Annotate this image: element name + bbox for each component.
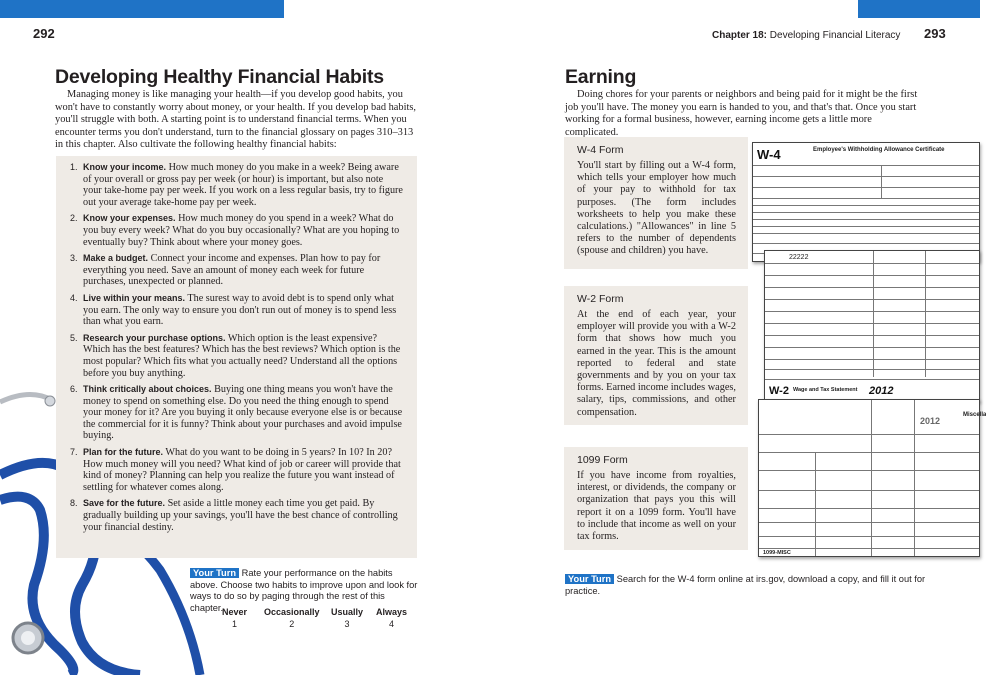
w2-form-year: 2012 [869, 385, 894, 397]
habit-lead: Save for the future. [83, 498, 166, 509]
chapter-header [712, 30, 900, 41]
habit-lead: Live within your means. [83, 292, 186, 303]
habit-number: 5. [70, 332, 78, 343]
form-1099-side-title: Miscella [963, 412, 986, 418]
habit-text-wrap [83, 384, 403, 442]
habit-lead: Know your expenses. [83, 213, 176, 224]
chapter-label: Chapter 18: [712, 30, 768, 41]
habit-text-wrap [83, 213, 403, 248]
w4-form-name: W-4 [757, 147, 781, 162]
rating-value: 1 [232, 619, 238, 629]
habit-item [70, 384, 403, 442]
w2-form-image [764, 250, 980, 402]
habit-item [70, 498, 403, 533]
habit-item [70, 253, 403, 288]
rating-scale-occasionally [264, 607, 320, 629]
habit-item [70, 447, 403, 493]
habit-text: Which option is the least expensive? Which has the best features? Which has the best reviews? Which option is the most popular? Which fits what you actually need? Understand all the options before you buy anything. [83, 332, 401, 379]
your-turn-right [565, 574, 935, 597]
rating-value: 3 [344, 619, 350, 629]
box-text: You'll start by filling out a W-4 form, which tells your employer how much of your pay to withhold for tax purposes. (The form includes worksheets to help you make these calculations.) "Allowances" in line 5 refers to the number of dependents (spouse and children) you have. [577, 160, 736, 257]
habit-number: 6. [70, 384, 78, 395]
w2-info-box [564, 286, 748, 425]
page-number-right: 293 [924, 26, 946, 41]
rating-value: 4 [389, 619, 395, 629]
w4-info-box [564, 137, 748, 269]
your-turn-tag: Your Turn [565, 574, 614, 584]
w2-code: 22222 [789, 254, 809, 261]
top-accent-bar-right [858, 0, 980, 18]
habit-item [70, 333, 403, 379]
rating-scale-always [376, 607, 407, 629]
form-1099-info-box [564, 447, 748, 550]
rating-label: Never [222, 607, 248, 617]
habit-text: How much money do you spend in a week? What do you buy every week? What do you buy occasionally? What are you hoping to eventually buy? Think about where your money goes. [83, 213, 400, 248]
habit-text: The surest way to avoid debt is to spend only what you earn. The only way to ensure you don't run out of money is to spend less than what you earn. [83, 292, 397, 328]
rating-label: Occasionally [264, 607, 320, 617]
habit-number: 2. [70, 213, 78, 224]
financial-habits-panel [56, 156, 417, 558]
habit-number: 1. [70, 162, 78, 172]
w4-form-image [752, 142, 980, 262]
chapter-title: Developing Financial Literacy [769, 30, 901, 41]
form-1099-image [758, 399, 986, 557]
habit-lead: Think critically about choices. [83, 384, 212, 395]
box-title: W-4 Form [577, 144, 624, 156]
habit-text-wrap [83, 253, 403, 288]
box-text: At the end of each year, your employer will provide you with a W-2 form that shows how much you earned in the year. This is the amount reported to federal and state governments and by you on your tax forms. Earned income includes wages, salary, tips, commissions, and other compensation. [577, 309, 736, 418]
habit-number: 3. [70, 253, 78, 264]
box-title: 1099 Form [577, 454, 628, 466]
habit-lead: Know your income. [83, 162, 167, 172]
habit-item [70, 293, 403, 328]
habit-number: 4. [70, 292, 78, 303]
right-intro-paragraph: Doing chores for your parents or neighbors and being paid for it might be the first job you'll have. The money you earn is handed to you, and that's that. Once you start working for a formal business, however, earning income gets a little more complicated. [565, 89, 918, 138]
box-title: W-2 Form [577, 293, 624, 305]
left-intro-paragraph: Managing money is like managing your health—if you develop good habits, you won't have to constantly worry about money, or your health. If you develop bad habits, you'll struggle with both. A starting point is to understand financial terms. When you encounter terms you don't understand, turn to the financial glossary on pages 310–313 in this chapter. Also cultivate the following healthy financial habits: [55, 89, 417, 150]
w2-form-name: W-2 [769, 385, 789, 397]
habit-item [70, 162, 403, 208]
form-1099-year: 2012 [920, 416, 941, 426]
your-turn-tag: Your Turn [190, 568, 239, 578]
habit-text-wrap [83, 498, 403, 533]
page-number-left: 292 [33, 26, 55, 41]
w4-form-title: Employee's Withholding Allowance Certificate [813, 147, 945, 153]
your-turn-text: Search for the W-4 form online at irs.gov, download a copy, and fill it out for practice. [565, 574, 926, 596]
habit-text: Connect your income and expenses. Plan how to pay for everything you need. Save an amount of money each week for future purchases, unexpected or planned. [83, 253, 381, 288]
habit-text-wrap [83, 293, 403, 328]
habit-number: 7. [70, 447, 78, 458]
rating-scale-never [222, 607, 247, 629]
w2-form-label: Wage and Tax Statement [793, 387, 858, 393]
habit-text: Set aside a little money each time you get paid. By gradually building up your savings, you'll have the best chance of controlling your financial destiny. [83, 498, 398, 533]
habit-text: How much money do you make in a week? Being aware of your overall or gross pay per week (or hour) is important, but also note your take-home pay per week. If you work on a less regular basis, try to figure out your average take-home pay per week. [83, 162, 403, 208]
rating-scale-usually [331, 607, 363, 629]
habit-text: What do you want to be doing in 5 years? In 10? In 20? How much money will you need? What kind of job or career will provide that kind of money? Planning can help you realize the future you want instead of settling for whatever comes along. [83, 447, 401, 493]
habit-text: Buying one thing means you won't have the money to spend on something else. Do you need the thing enough to spend your money for it? Are you buying it only because everyone else is or because the commercial for it is funny? Think about your purchases and avoid impulse buying. [83, 384, 403, 442]
rating-label: Always [376, 607, 408, 617]
habit-lead: Make a budget. [83, 253, 149, 264]
your-turn-text: Rate your performance on the habits above. Choose two habits to improve upon and look for ways to do so by paging through the rest of this chapter. [190, 568, 418, 613]
rating-value: 2 [289, 619, 295, 629]
habit-lead: Plan for the future. [83, 447, 164, 458]
habit-lead: Research your purchase options. [83, 332, 226, 343]
form-1099-name: 1099-MISC [763, 550, 791, 556]
habit-text-wrap [83, 333, 403, 379]
top-accent-bar-left [0, 0, 284, 18]
habit-text-wrap [83, 447, 403, 493]
habit-text-wrap [83, 162, 403, 208]
box-text: If you have income from royalties, interest, or dividends, the company or organization that pays you this will report it on a 1099 form. You'll have to include that income as well on your tax forms. [577, 470, 736, 543]
left-page-title: Developing Healthy Financial Habits [55, 66, 384, 88]
habits-list [56, 156, 417, 533]
habit-item [70, 213, 403, 248]
rating-label: Usually [331, 607, 364, 617]
habit-number: 8. [70, 498, 78, 509]
right-page-title: Earning [565, 66, 637, 88]
